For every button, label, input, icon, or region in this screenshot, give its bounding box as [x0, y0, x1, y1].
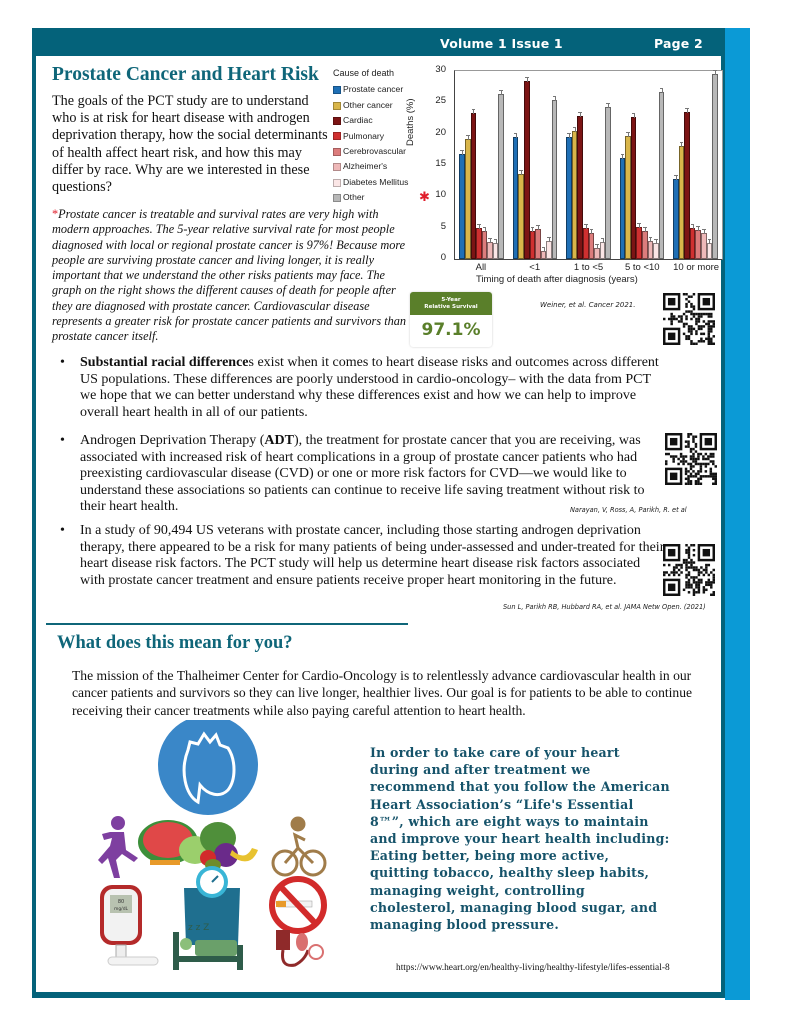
legend-item: Other cancer	[333, 98, 408, 113]
blood-pressure-icon	[276, 930, 323, 965]
bar	[605, 107, 611, 259]
bar	[552, 100, 558, 259]
legend-item: Cardiac	[333, 113, 408, 128]
aha-recommendation: In order to take care of your heart during and after treatment we recommend that you follow the American Heart Association’s “Life's Essential 8™”, which are eight ways to maintain and improve your heart health including: Eating better, being more active, quitting tobacco, healthy sleep habits, managing weight, controlling cholesterol, managing blood sugar, and managing blood pressure.	[370, 745, 670, 933]
survival-value: 97.1%	[421, 320, 481, 340]
cycling-icon	[273, 818, 325, 875]
legend-item: Diabetes Mellitus	[333, 175, 408, 190]
svg-text:z z Z: z z Z	[188, 923, 210, 933]
aha-url-link[interactable]: https://www.heart.org/en/healthy-living/healthy-lifestyle/lifes-essential-8	[396, 963, 670, 973]
mission-paragraph: The mission of the Thalheimer Center for Cardio-Oncology is to relentlessly advance cardiovascular health in our cancer patients and survivors so they can live longer, healthier lives. Our goal is for patients to be able to continue receiving their cancer treatments while also paying careful attention to heart health.	[72, 668, 693, 718]
bar	[498, 94, 504, 259]
bar-group	[669, 71, 722, 259]
qr-code-icon[interactable]	[663, 544, 715, 596]
adt-citation: Narayan, V, Ross, A, Parikh, R. et al	[570, 506, 687, 514]
x-tick: 1 to <5	[573, 262, 604, 273]
page-number: Page 2	[654, 36, 703, 51]
x-tick: <1	[529, 262, 541, 273]
y-tick: 15	[435, 158, 446, 169]
y-tick: 0	[440, 252, 446, 263]
scale-icon	[184, 866, 240, 945]
asterisk-marker: *	[52, 207, 59, 221]
bar-chart-plot	[454, 70, 723, 260]
qr-code-icon[interactable]	[665, 433, 717, 485]
survival-paragraph	[52, 207, 417, 345]
lifes-essential-8-icons	[80, 720, 350, 970]
bullet-bold-lead: Substantial racial difference	[80, 355, 249, 370]
x-axis-label: Timing of death after diagnosis (years)	[476, 274, 638, 285]
x-tick: 10 or more	[673, 262, 720, 273]
y-axis-label: Deaths (%)	[405, 98, 416, 146]
chart-legend	[333, 66, 408, 206]
survival-label-2: Relative Survival	[424, 304, 478, 310]
accent-strip	[725, 28, 750, 1000]
qr-code-icon[interactable]	[663, 293, 715, 345]
bar	[712, 74, 718, 259]
legend-swatch	[333, 163, 341, 171]
y-tick: 30	[435, 64, 446, 75]
legend-swatch	[333, 117, 341, 125]
running-icon	[98, 816, 138, 878]
legend-swatch	[333, 148, 341, 156]
x-tick: 5 to <10	[624, 262, 660, 273]
x-axis-ticks	[454, 262, 723, 273]
glucose-meter-icon	[100, 885, 158, 965]
bar-group	[562, 71, 615, 259]
volume-issue: Volume 1 Issue 1	[440, 36, 563, 51]
asterisk-icon: ✱	[419, 190, 430, 205]
chart-citation: Weiner, et al. Cancer 2021.	[540, 301, 636, 309]
veterans-citation: Sun L, Parikh RB, Hubbard RA, et al. JAMA Netw Open. (2021)	[503, 603, 706, 611]
legend-item: Pulmonary	[333, 129, 408, 144]
legend-swatch	[333, 102, 341, 110]
x-tick: All	[475, 262, 487, 273]
no-smoking-icon	[272, 879, 324, 931]
legend-swatch	[333, 179, 341, 187]
legend-item: Prostate cancer	[333, 82, 408, 97]
legend-swatch	[333, 194, 341, 202]
y-tick: 10	[435, 189, 446, 201]
bar	[659, 92, 665, 259]
bar-group	[615, 71, 668, 259]
legend-title: Cause of death	[333, 68, 395, 78]
section-divider	[46, 623, 408, 625]
svg-text:mg/dL: mg/dL	[113, 907, 129, 912]
legend-item: Other	[333, 190, 408, 205]
legend-item: Cerebrovascular	[333, 144, 408, 159]
legend-swatch	[333, 132, 341, 140]
survival-label-1: 5-Year	[441, 297, 461, 303]
survival-badge	[410, 292, 492, 347]
section-title-prostate-heart: Prostate Cancer and Heart Risk	[52, 64, 319, 85]
svg-text:80: 80	[117, 899, 125, 905]
bar-group	[508, 71, 561, 259]
legend-swatch	[333, 86, 341, 94]
survival-paragraph-text: Prostate cancer is treatable and survival rates are very high with modern approaches. The 5-year relative survival rate for most people diagnosed with local or regional prostate cancer is 97%! Because more people are surviving prostate cancer and living longer, it is really important that we understand the other risks patients may face. The graph on the right shows the different causes of death for people after they are diagnosed with prostate cancer. Cardiovascular disease represents a greater risk for prostate cancer patients and survivors than prostate cancer itself.	[52, 207, 407, 344]
y-tick: 25	[435, 95, 446, 107]
heart-icon	[158, 720, 258, 815]
y-tick: 5	[440, 220, 446, 232]
section-title-what-means: What does this mean for you?	[57, 633, 293, 653]
fruits-vegetables-icon	[138, 820, 258, 871]
bar-group	[455, 71, 508, 259]
y-tick: 20	[435, 126, 446, 138]
intro-paragraph: The goals of the PCT study are to understand who is at risk for heart disease with androgen deprivation therapy, how the social determinants of health affect heart risk, and how this may differ by race. Why are we interested in these questions?	[52, 93, 328, 196]
legend-item: Alzheimer's	[333, 159, 408, 174]
